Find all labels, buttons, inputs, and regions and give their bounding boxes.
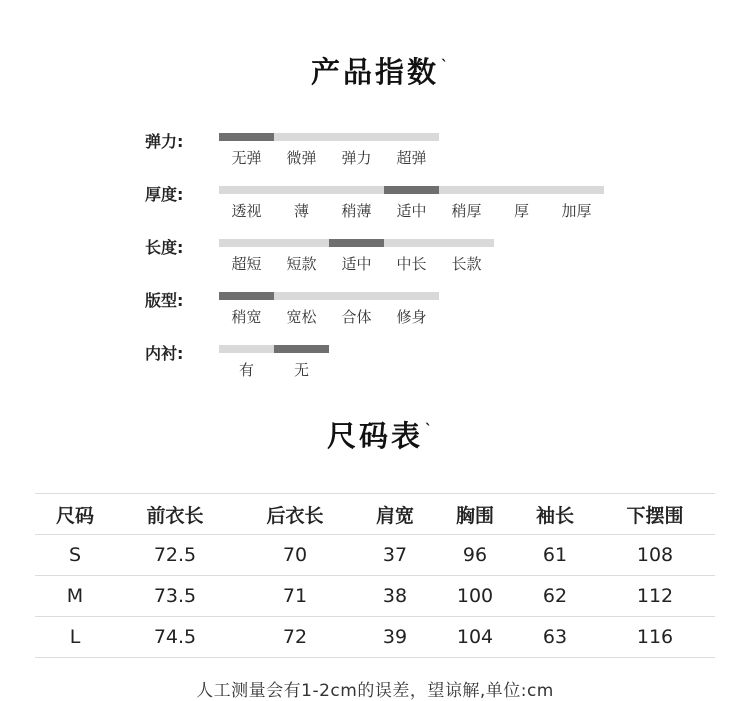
header-chest: 胸围 — [435, 494, 515, 535]
cell: 96 — [435, 535, 515, 576]
level-track — [219, 292, 439, 300]
size-table-header — [35, 494, 715, 535]
option-label: 超短 — [231, 255, 262, 273]
cell: 71 — [235, 576, 355, 617]
table-row — [35, 535, 715, 576]
option-label: 超弹 — [396, 149, 427, 167]
level-track — [219, 186, 604, 194]
level-indicator — [384, 186, 439, 194]
option-label: 透视 — [231, 202, 262, 220]
cell: 100 — [435, 576, 515, 617]
option-list — [219, 253, 494, 274]
product-index-title: 产品指数 ˎ — [310, 46, 451, 89]
option-label: 加厚 — [561, 202, 592, 220]
table-row — [35, 576, 715, 617]
cell: M — [35, 576, 115, 617]
option-list — [219, 306, 439, 327]
option-label: 无 — [293, 361, 309, 379]
measurement-note: 人工测量会有1-2cm的误差，望谅解,单位:cm — [196, 681, 554, 701]
size-chart-title: 尺码表 ˎ — [326, 410, 435, 453]
header-size: 尺码 — [35, 494, 115, 535]
level-indicator — [329, 239, 384, 247]
header-hem: 下摆围 — [595, 494, 715, 535]
cell: 37 — [355, 535, 435, 576]
attr-label: 厚度: — [145, 185, 184, 204]
option-label: 宽松 — [286, 308, 317, 326]
cell: L — [35, 617, 115, 658]
option-label: 微弹 — [286, 149, 317, 167]
cell: 116 — [595, 617, 715, 658]
option-label: 无弹 — [231, 149, 262, 167]
option-label: 稍厚 — [451, 202, 482, 220]
cell: 108 — [595, 535, 715, 576]
cell: S — [35, 535, 115, 576]
header-shoulder: 肩宽 — [355, 494, 435, 535]
cell: 63 — [515, 617, 595, 658]
level-track — [219, 239, 494, 247]
cell: 61 — [515, 535, 595, 576]
cell: 104 — [435, 617, 515, 658]
cell: 38 — [355, 576, 435, 617]
option-label: 修身 — [396, 308, 427, 326]
option-label: 适中 — [341, 255, 372, 273]
level-indicator — [219, 292, 274, 300]
level-track — [219, 345, 329, 353]
cell: 74.5 — [115, 617, 235, 658]
cell: 72 — [235, 617, 355, 658]
option-label: 合体 — [341, 308, 372, 326]
option-label: 薄 — [293, 202, 309, 220]
option-label: 厚 — [513, 202, 529, 220]
header-sleeve: 袖长 — [515, 494, 595, 535]
option-label: 有 — [238, 361, 254, 379]
option-label: 稍宽 — [231, 308, 262, 326]
cell: 112 — [595, 576, 715, 617]
option-list — [219, 359, 329, 380]
attr-label: 版型: — [145, 291, 184, 310]
cell: 73.5 — [115, 576, 235, 617]
option-list — [219, 147, 439, 168]
attr-label: 长度: — [145, 238, 184, 257]
header-back-length: 后衣长 — [235, 494, 355, 535]
attr-label: 内衬: — [145, 344, 184, 363]
option-list — [219, 200, 604, 221]
cell: 70 — [235, 535, 355, 576]
option-label: 长款 — [451, 255, 482, 273]
option-label: 中长 — [396, 255, 427, 273]
table-row — [35, 617, 715, 658]
cell: 62 — [515, 576, 595, 617]
option-label: 适中 — [396, 202, 427, 220]
cell: 72.5 — [115, 535, 235, 576]
level-track — [219, 133, 439, 141]
option-label: 短款 — [286, 255, 317, 273]
level-indicator — [274, 345, 329, 353]
level-indicator — [219, 133, 274, 141]
option-label: 稍薄 — [341, 202, 372, 220]
size-table — [35, 493, 715, 658]
cell: 39 — [355, 617, 435, 658]
header-front-length: 前衣长 — [115, 494, 235, 535]
attr-label: 弹力: — [145, 132, 184, 151]
option-label: 弹力 — [341, 149, 372, 167]
